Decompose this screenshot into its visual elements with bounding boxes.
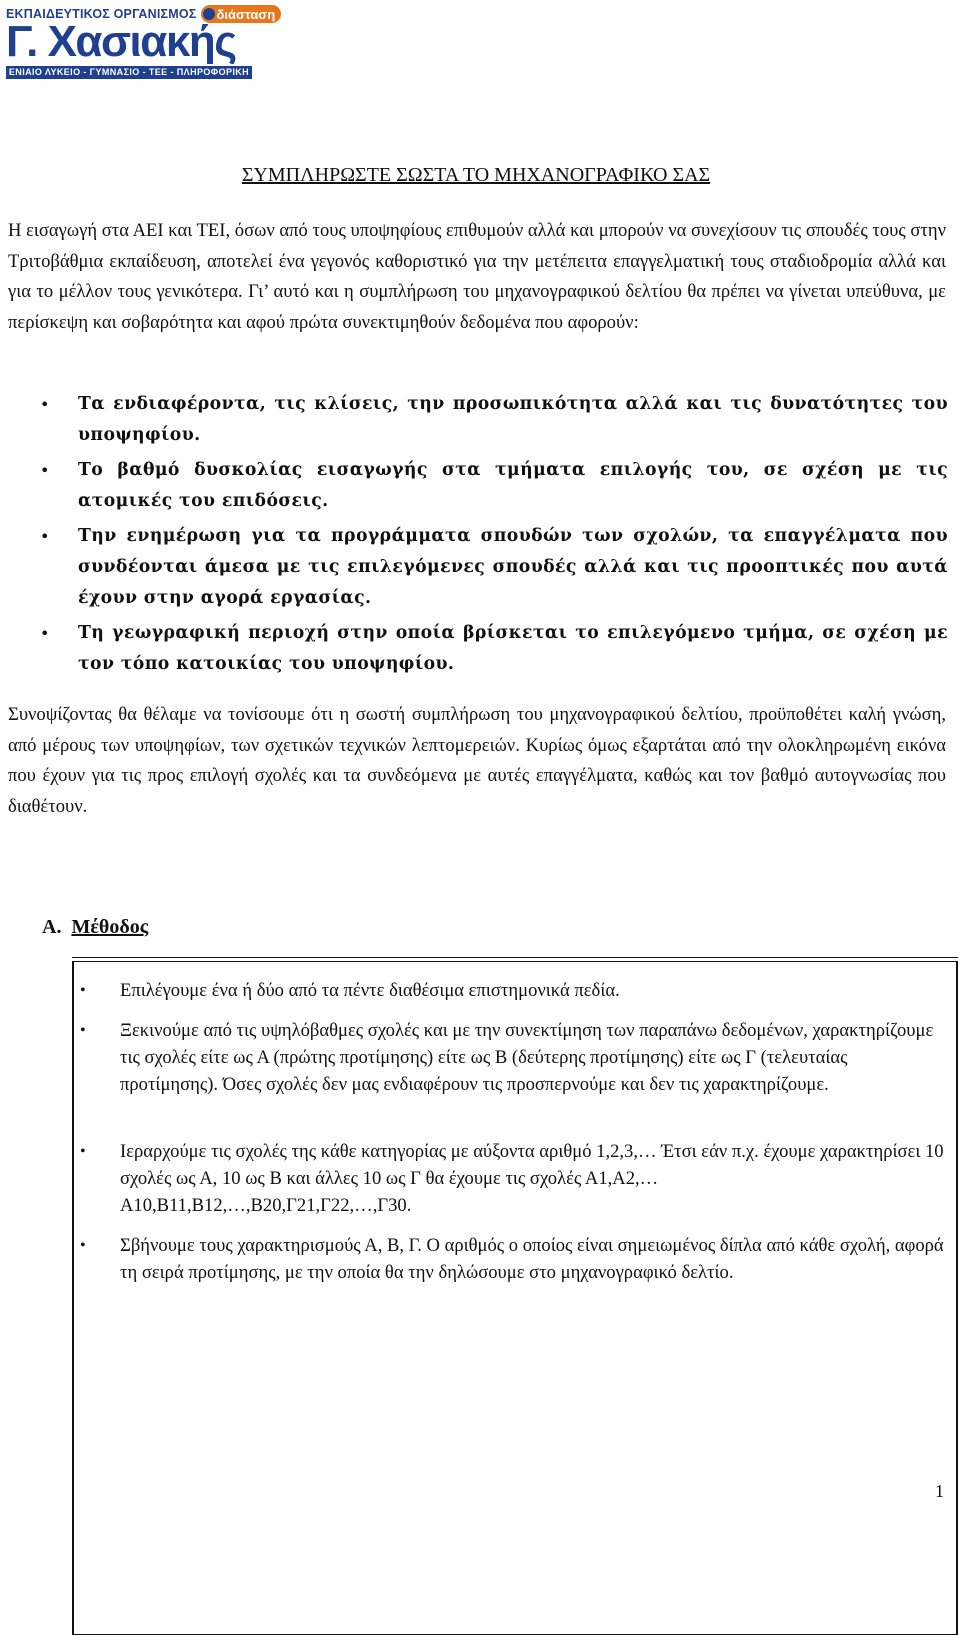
bullet-icon: • (80, 1237, 86, 1254)
bullet-icon: • (40, 527, 50, 546)
list-item-text: Τα ενδιαφέροντα, τις κλίσεις, την προσωπικότητα αλλά και τις δυνατότητες του υποψηφίου. (78, 394, 948, 445)
intro-paragraph: Η εισαγωγή στα ΑΕΙ και ΤΕΙ, όσων από τους υποψηφίους επιθυμούν αλλά και μπορούν να συνεχίσουν τις σπουδές τους στην Τριτοβάθμια εκπαίδευση, αποτελεί ένα γεγονός καθοριστικό για την μετέπειτα επαγγελματική τους σταδιοδρομία αλλά και για το μέλλον τους γενικότερα. Γι’ αυτό και η συμπλήρωση του μηχανογραφικού δελτίου θα πρέπει να γίνεται υπεύθυνα, με περίσκεψη και σοβαρότητα και αφού πρώτα συνεκτιμηθούν δεδομένα που αφορούν: (8, 220, 946, 333)
list-item (80, 1232, 944, 1286)
list-item (80, 1138, 944, 1219)
bullet-icon: • (40, 624, 50, 643)
method-box (72, 961, 958, 1635)
bullet-icon: • (40, 461, 50, 480)
logo-org-text: ΕΚΠΑΙΔΕΥΤΙΚΟΣ ΟΡΓΑΝΙΣΜΟΣ (6, 7, 197, 21)
section-title: Μέθοδος (71, 916, 149, 938)
logo-name: Γ. Χασιακής (6, 20, 236, 64)
list-item (38, 618, 948, 680)
bullet-icon: • (80, 982, 86, 999)
bullet-icon: • (80, 1143, 86, 1160)
list-item-text: Τη γεωγραφική περιοχή στην οποία βρίσκεται το επιλεγόμενο τμήμα, σε σχέση με τον τόπο κατοικίας του υποψηφίου. (78, 623, 948, 674)
bullet-icon: • (40, 395, 50, 414)
page-number: 1 (935, 1481, 944, 1501)
list-item-text: Επιλέγουμε ένα ή δύο από τα πέντε διαθέσιμα επιστημονικά πεδία. (120, 980, 620, 1001)
badge-dot-icon (203, 8, 215, 20)
considerations-list (38, 389, 948, 684)
list-item-text: Ξεκινούμε από τις υψηλόβαθμες σχολές και με την συνεκτίμηση των παραπάνω δεδομένων, χαρακτηρίζουμε τις σχολές είτε ως Α (πρώτης προτίμησης) είτε ως Β (δεύτερης προτίμησης) είτε ως Γ (τελευταίας προτίμησης). Όσες σχολές δεν μας ενδιαφέρουν τις προσπερνούμε και δεν τις χαρακτηρίζουμε. (120, 1020, 934, 1095)
list-item (38, 455, 948, 517)
bullet-icon: • (80, 1022, 86, 1039)
section-heading (42, 916, 148, 939)
list-item-text: Την ενημέρωση για τα προγράμματα σπουδών των σχολών, τα επαγγέλματα που συνδέονται άμεσα με τις επιλεγόμενες σπουδές αλλά και τις προοπτικές που αυτά έχουν στην αγορά εργασίας. (78, 526, 948, 608)
list-item (80, 1017, 944, 1098)
logo-tagline: ΕΝΙΑΙΟ ΛΥΚΕΙΟ - ΓΥΜΝΑΣΙΟ - ΤΕΕ - ΠΛΗΡΟΦΟΡΙΚΗ (6, 66, 252, 79)
page-title: ΣΥΜΠΛΗΡΩΣΤΕ ΣΩΣΤΑ ΤΟ ΜΗΧΑΝΟΓΡΑΦΙΚΟ ΣΑΣ (241, 164, 711, 186)
list-item (38, 521, 948, 614)
list-item (38, 389, 948, 451)
list-item-text: Το βαθμό δυσκολίας εισαγωγής στα τμήματα επιλογής του, σε σχέση με τις ατομικές του επιδόσεις. (78, 460, 948, 511)
logo-badge-text: διάσταση (216, 6, 276, 22)
list-item (80, 977, 944, 1004)
list-item-text: Σβήνουμε τους χαρακτηρισμούς Α, Β, Γ. Ο αριθμός ο οποίος είναι σημειωμένος δίπλα από κάθε σχολή, αφορά τη σειρά προτίμησης, με την οποία θα την δηλώσουμε στο μηχανογραφικό δελτίο. (120, 1235, 944, 1283)
organization-logo (6, 4, 276, 80)
section-number: Α. (42, 916, 62, 938)
summary-paragraph: Συνοψίζοντας θα θέλαμε να τονίσουμε ότι η σωστή συμπλήρωση του μηχανογραφικού δελτίου, προϋποθέτει καλή γνώση, από μέρους των υποψηφίων, των σχετικών τεχνικών λεπτομερειών. Κυρίως όμως εξαρτάται από την ολοκληρωμένη εικόνα που έχουν για τις προς επιλογή σχολές και τα συνδεόμενα με αυτές επαγγέλματα, καθώς και τον βαθμό αυτογνωσίας που διαθέτουν. (8, 704, 946, 817)
list-item-text: Ιεραρχούμε τις σχολές της κάθε κατηγορίας με αύξοντα αριθμό 1,2,3,… Έτσι εάν π.χ. έχουμε χαρακτηρίσει 10 σχολές ως Α, 10 ως Β και άλλες 10 ως Γ θα έχουμε τις σχολές Α1,Α2,…Α10,Β11,Β12,…,Β20,Γ21,Γ22,…,Γ30. (120, 1141, 944, 1216)
